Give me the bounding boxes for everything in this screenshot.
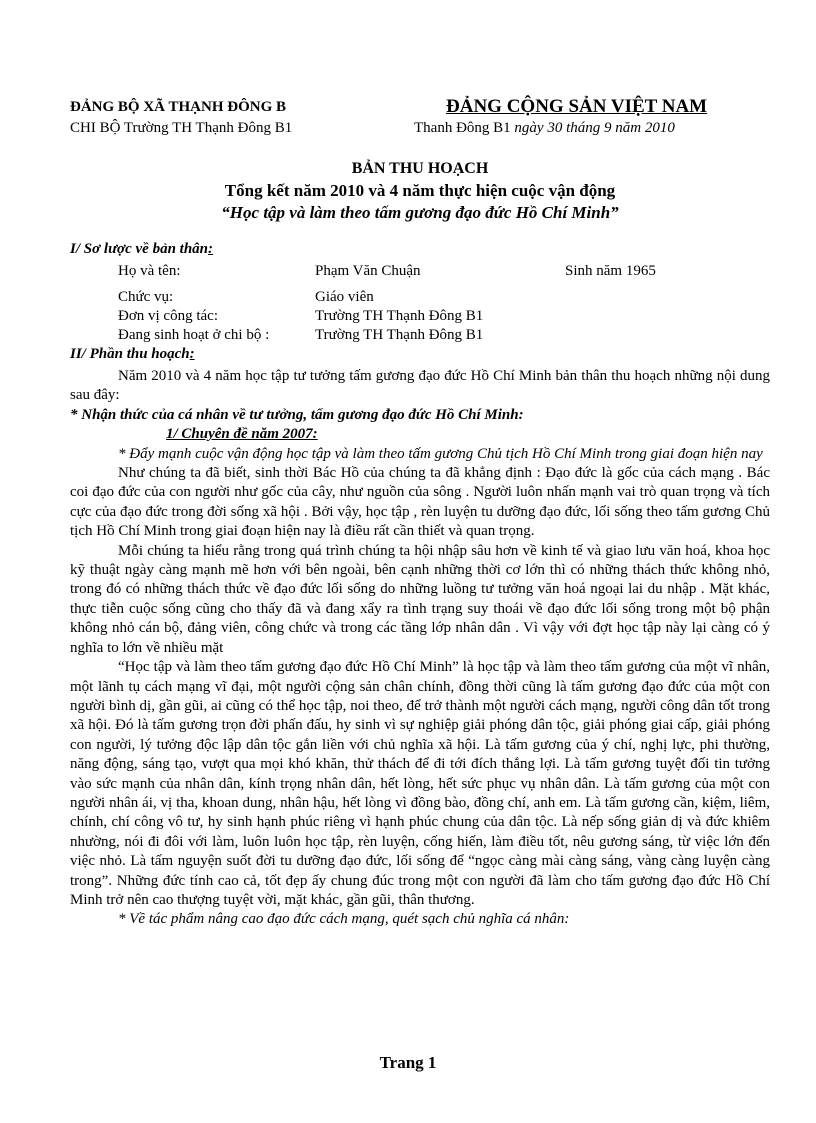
paragraph-3: “Học tập và làm theo tấm gương đạo đức Hồ Chí Minh” là học tập và làm theo tấm gương của một vĩ nhân, một lãnh tụ cách mạng vĩ đại, một người cộng sản chân chính, đồng thời cũng là tấm gương đạo đức của một con người bình dị, gần gũi, ai cũng có thể học tập, noi theo, để trở thành một người cách mạng, người công dân tốt trong xã hội. Đó là tấm gương trọn đời phấn đấu, hy sinh vì sự nghiệp giải phóng dân tộc, giải phóng giai cấp, giải phóng con người, lý tưởng độc lập dân tộc gắn liền với chủ nghĩa xã hội. Là tấm gương của ý chí, nghị lực, phi thường, năng động, sáng tạo, vượt qua mọi khó khăn, thử thách để đi tới đích thắng lợi. Là tấm gương tuyệt đối tin tưởng vào sức mạnh của nhân dân, kính trọng nhân dân, hết lòng, hết sức phục vụ nhân dân. Là tấm gương của một con người nhân ái, vị tha, khoan dung, nhân hậu, hết lòng vì đồng bào, đồng chí, anh em. Là tấm gương cần, kiệm, liêm, chính, chí công vô tư, hy sinh hạnh phúc riêng vì hạnh phúc chung của dân tộc. Là nếp sống giản dị và đức khiêm nhường, nói đi đôi với làm, luôn luôn học tập, rèn luyện, cống hiến, làm điều tốt, nêu gương sáng, từ việc lớn đến việc nhỏ. Là tấm nguyện suốt đời tu dưỡng đạo đức, lối sống để “ngọc càng mài càng sáng, vàng càng luyện càng trong”. Những đức tính cao cả, tốt đẹp ấy chung đúc trong một con người đã làm cho tấm gương đạo đức Hồ Chí Minh trở nên cao thượng tuyệt vời, mặt khác, gần gũi, thân thương. (70, 659, 770, 908)
unit-value: Trường TH Thạnh Đông B1 (315, 308, 484, 324)
header-left (70, 96, 400, 138)
place-name: Thanh Đông B1 (414, 120, 511, 136)
unit-label: Đơn vị công tác: (118, 308, 218, 324)
position-value: Giáo viên (315, 289, 374, 305)
party-national-name: ĐẢNG CỘNG SẢN VIỆT NAM (446, 96, 708, 117)
title-line-1: BẢN THU HOẠCH (351, 160, 489, 177)
name-label: Họ và tên: (118, 263, 181, 279)
section-2-heading (70, 346, 195, 363)
info-row-name (118, 262, 778, 281)
info-row-unit (118, 307, 778, 326)
header-right (414, 96, 754, 138)
page-number: Trang 1 (379, 1053, 437, 1072)
paragraph-1: Như chúng ta đã biết, sinh thời Bác Hồ của chúng ta đã khẳng định : Đạo đức là gốc của cách mạng . Bác coi đạo đức của con người như gốc của cây, như nguồn của sông . Người luôn nhấn mạnh vai trò quan trọng và tích cực của đạo đức trong đời sống xã hội . Bởi vậy, học tập , rèn luyện tu dưỡng đạo đức, lối sống theo tấm gương Chủ tịch Hồ Chí Minh trong giai đoạn hiện nay là điều rất cần thiết và quan trọng. (70, 465, 770, 540)
info-row-cell (118, 326, 778, 345)
personal-info (118, 262, 778, 345)
document-title (70, 158, 770, 224)
cell-label: Đang sinh hoạt ở chi bộ : (118, 327, 270, 343)
party-cell-name: CHI BỘ Trường TH Thạnh Đông B1 (70, 120, 293, 136)
section-2-label: Phần thu hoạch (89, 346, 190, 362)
intro-paragraph: Năm 2010 và 4 năm học tập tư tưởng tấm gương đạo đức Hồ Chí Minh bản thân thu hoạch những nội dung sau đây: (70, 368, 770, 404)
birth-year: Sinh năm 1965 (565, 263, 656, 279)
title-line-3: “Học tập và làm theo tấm gương đạo đức Hồ Chí Minh” (221, 203, 619, 222)
info-row-position (118, 288, 778, 307)
topic-heading: 1/ Chuyên đề năm 2007: (166, 426, 318, 443)
awareness-heading: * Nhận thức của cá nhân về tư tưởng, tấm gương đạo đức Hồ Chí Minh: (70, 406, 524, 423)
section-2-colon: : (189, 346, 195, 362)
document-body (70, 367, 770, 930)
title-line-2: Tổng kết năm 2010 và 4 năm thực hiện cuộc vận động (224, 181, 616, 200)
section-1-prefix: I/ (70, 241, 84, 257)
name-value: Phạm Văn Chuận (315, 263, 421, 279)
topic-subtitle: * Đẩy mạnh cuộc vận động học tập và làm theo tấm gương Chủ tịch Hồ Chí Minh trong giai đoạn hiện nay (118, 445, 763, 462)
section-1-heading (70, 241, 213, 258)
cell-value: Trường TH Thạnh Đông B1 (315, 327, 484, 343)
position-label: Chức vụ: (118, 289, 174, 305)
section-1-label: Sơ lược về bản thân (83, 241, 209, 257)
section-2-prefix: II/ (70, 346, 90, 362)
section-1-colon: : (208, 241, 214, 257)
party-committee-name: ĐẢNG BỘ XÃ THẠNH ĐÔNG B (70, 99, 286, 115)
paragraph-4: * Về tác phẩm nâng cao đạo đức cách mạng, quét sạch chủ nghĩa cá nhân: (118, 911, 570, 928)
place-date-line (414, 118, 754, 138)
paragraph-2: Mỗi chúng ta hiểu rằng trong quá trình chúng ta hội nhập sâu hơn về kinh tế và giao lưu văn hoá, khoa học kỹ thuật ngày càng mạnh mẽ hơn với bên ngoài, bên cạnh những thời cơ lớn thì có những thách thức không nhỏ, trong đó có những thách thức về đạo đức lối sống do những luồng tư tưởng văn hoá ngoại lai du nhập . Mặt khác, thực tiễn cuộc sống cũng cho thấy đã và đang xẩy ra tình trạng suy thoái về đạo đức lối sống trong một bộ phận không nhỏ cán bộ, đảng viên, công chức và trong các tầng lớp nhân dân . Vì vậy với đợt học tập này lại càng có ý nghĩa to lớn về nhiều mặt (70, 542, 770, 656)
document-date: ngày 30 tháng 9 năm 2010 (514, 120, 675, 136)
